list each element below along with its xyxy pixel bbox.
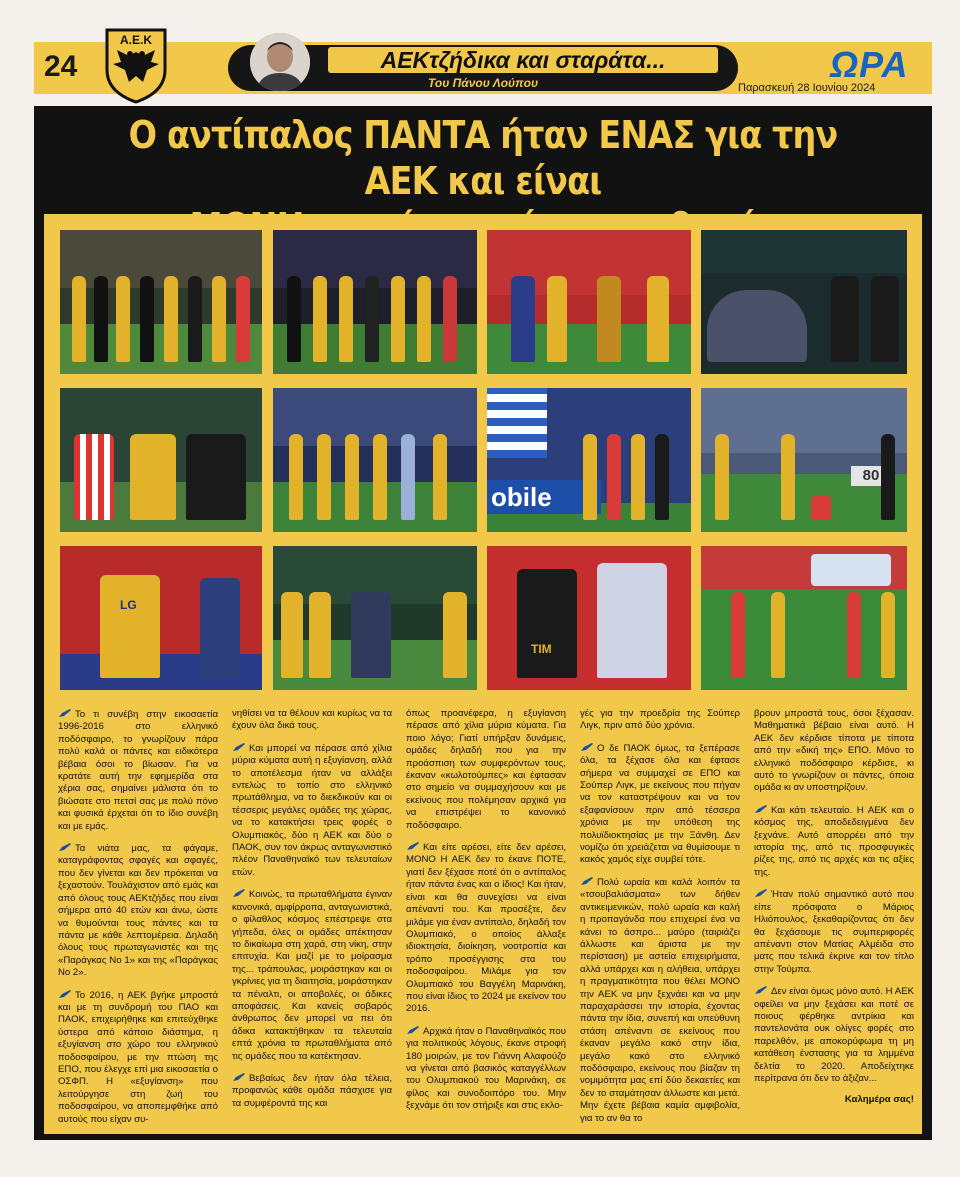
issue-date: Παρασκευή 28 Ιουνίου 2024 — [738, 82, 876, 94]
match-photo-8 — [701, 388, 907, 532]
author-avatar — [250, 33, 310, 91]
newspaper-brand: ΩΡΑ — [830, 44, 909, 85]
match-photo-4 — [701, 230, 907, 374]
photo-shirt-sponsor: LG — [120, 598, 137, 612]
article-body — [58, 708, 914, 1128]
column-title: ΑΕΚτζήδικα και σταράτα... — [328, 47, 718, 73]
article-column-5 — [754, 708, 914, 1116]
pen-icon — [232, 1072, 246, 1082]
match-photo-5 — [60, 388, 262, 532]
headline-line-1: Ο αντίπαλος ΠΑΝΤΑ ήταν ΕΝΑΣ για την ΑΕΚ και είναι — [128, 113, 838, 203]
article-column-4 — [580, 708, 740, 1134]
photo-ad-banner — [811, 554, 891, 586]
photo-sponsor-tim: TIM — [531, 642, 552, 656]
match-photo-11 — [487, 546, 691, 690]
match-photo-9 — [60, 546, 262, 690]
pen-icon — [232, 742, 246, 752]
paragraph: Αρχικά ήταν ο Παναθηναϊκός που για πολιτικούς λόγους, έκανε στροφή 180 μοιρών, με τον Γιάννη Αλαφούζο να γίνεται από βασικός καταγγέλλων του Ολυμπιακού του Μαρινάκη, σε φίλος και συνοδοιπόρο του. Μην ξεχνάμε ότι τον στήριξε και στις εκλο- — [406, 1025, 566, 1112]
pen-icon — [58, 989, 72, 999]
paragraph: Δεν είναι όμως μόνο αυτό. Η ΑΕΚ οφείλει να μην ξεχάσει και ποτέ σε ποιους φέρθηκε αντρίκια και παντελονάτα ουκ ολίγες φορές στο παρελθόν, με αποκορύφωμα τη μη κατάθεση ένστασης για τα λημμένα δελτία το 2020. Αποδείχτηκε περίτρανα ότι δεν το άξιζαν... — [754, 986, 914, 1084]
paragraph: Το 2016, η ΑΕΚ βγήκε μπροστά και με τη συνδρομή του ΠΑΟ και ΠΑΟΚ, επιχειρήθηκε και επιτεύχθηκε ύστερα από κάποιο διάστημα, η εξυγίανση στο χώρο του ελληνικού ποδοσφαίρου, με την πτώση της ΕΠΟ, που έλεγχε επί μια εικοσαετία ο ΟΣΦΠ. Η «εξυγίανση» που λειτούργησε στη ζωή του ποδοσφαίρου, να αποπεμφθήκε από αυτούς που είχαν συ- — [58, 989, 218, 1125]
match-photo-2 — [273, 230, 477, 374]
paragraph: Και κάτι τελευταίο. Η ΑΕΚ και ο κόσμος της, αποδεδειγμένα δεν ξεχνάνε. Αυτό απορρέει από την ιστορία της, από τις προσφυγικές ρίζες της, από τις αρχές και τις αξίες της. — [754, 804, 914, 878]
paragraph: Και είτε αρέσει, είτε δεν αρέσει, ΜΟΝΟ Η ΑΕΚ δεν το έκανε ΠΟΤΕ, γιατί δεν ξέχασε ποτέ ότι ο αντίπαλος ήταν πάντα ένας και ο ίδιος! Και ήταν, είναι και θα συνεχίσει να είναι απέναντί του. Και προσέξτε, δεν μιλάμε για έναν αντίπαλο, δηλαδή τον Ολυμπιακό, ο οποίος άλλαξε ιδιοκτησία, διοίκηση, νοοτροπία και τρόπο προσέγγισης στα του ποδοσφαίρου. Μιλάμε για τον Ολυμπιακό του Βαγγέλη Μαρινάκη, που είναι ίδιος το 2024 με εκείνον του 2016. — [406, 842, 566, 1015]
column-author: Του Πάνου Λούπου — [428, 76, 539, 90]
paragraph: Τα νιάτα μας, τα φάγαμε, καταγράφοντας σφαγές και σφαγές, που δεν γίνεται και δεν πρόκειται να ξεχαστούν. Τουλάχιστον από εμάς και από όλους τους ΑΕΚτζήδες που είναι σήμερα από 40 ετών και άνω, ώστε να θυμούνται τους πάντες και τα πάντα με κάθε λεπτομέρεια. Δηλαδή όλους τους πρωταγωνιστές και της «Παράγκας Νο 1» και της «Παράγκας Νο 2». — [58, 843, 218, 979]
pen-icon — [406, 1025, 420, 1035]
pen-icon — [580, 742, 594, 752]
photo-board-number: 80 — [851, 466, 891, 486]
paragraph: όπως προανέφερα, η εξυγίανση πέρασε από χίλια μύρια κύματα. Για ποιο λόγο; Γιατί υπήρξαν δυνάμεις, ομάδες δηλαδή που για την προάσπιση των συμφερόντων τους, έκαναν «κωλοτούμπες» και έφτασαν στο σημείο να συμμαχήσουν και με εκείνους που πολέμησαν αρχικά για να επιστρέψει το κανονικό ποδόσφαιρο. — [406, 708, 566, 831]
paragraph: Ήταν πολύ σημαντικό αυτό που είπε πρόσφατα ο Μάριος Ηλιόπουλος, ξεκαθαρίζοντας ότι δεν θα ξεχάσουμε τις συμπεριφορές απέναντι στον Ματίας Αλμέιδα στο ματς που τελικά έκρινε και τον τίτλο στην Τούμπα. — [754, 889, 914, 975]
pen-icon — [406, 841, 420, 851]
match-photo-12 — [701, 546, 907, 690]
pen-icon — [58, 708, 72, 718]
paragraph: βρουν μπροστά τους, όσοι ξέχασαν. Μαθηματικά βέβαιο είναι αυτό. Η ΑΕΚ δεν κέρδισε τίποτα με τίποτα από την «δική της» ΕΠΟ. Μόνο το ελληνικό ποδόσφαιρο κέρδισε, κι αυτό το γνωρίζουν οι πάντες, όποια ομάδα κι αν υποστηρίζουν. — [754, 708, 914, 794]
article-column-3 — [406, 708, 566, 1122]
paragraph: Πολύ ωραία και καλά λοιπόν τα «τσουβαλιάσματα» των δήθεν αντικειμενικών, πολύ ωραία και καλή η προπαγάνδα που επιχειρεί ένα να κάνει το άσπρο... μαύρο (ταιριάζει άλλωστε και άριστα με την περίσταση) με αστεία επιχειρήματα, αλλά υπάρχει και η αλήθεια, υπάρχει η πραγματικότητα που θέλει ΜΟΝΟ την ΑΕΚ να μην ξεχνάει και να μην παραχαράσσει την ιστορία, έχοντας πάντα την ίδια, συνεπή και υπεύθυνη στάση απέναντι σε εκείνους που έκαναν μεγάλο κακό στην ίδια, μεγάλο κακό στο ελληνικό ποδόσφαιρο, εκείνους που βίαζαν τη νομιμότητα μας επί δύο δεκαετίες και δεν το σταμάτησαν άλλωστε και μετά. Μην έχετε βέβαια καμία αμφιβολία, για το αν θα το — [580, 876, 740, 1124]
match-photo-3 — [487, 230, 691, 374]
match-photo-10 — [273, 546, 477, 690]
paragraph: γές για την προεδρία της Σούπερ Λιγκ, πριν από δύο χρόνια. — [580, 708, 740, 732]
svg-text:Α.Ε.Κ: Α.Ε.Κ — [119, 33, 153, 47]
match-photo-1 — [60, 230, 262, 374]
pen-icon — [754, 888, 768, 898]
paragraph: Και μπορεί να πέρασε από χίλια μύρια κύματα αυτή η εξυγίανση, αλλά το αποτέλεσμα ήταν να αλλάξει εντελώς το τοπίο στο ελληνικό πρωτάθλημα, να το διεκδικούν και οι τέσσερις μεγάλες ομάδες της χώρας, να το κατακτήσει τρεις φορές ο Ολυμπιακός, δύο η ΑΕΚ και δύο ο ΠΑΟΚ, συν τον άκρως ανταγωνιστικό πλέον Παναθηναϊκό των τελευταίων ετών. — [232, 742, 392, 878]
column-banner — [228, 45, 738, 91]
article-column-1 — [58, 708, 218, 1135]
pen-icon — [754, 804, 768, 814]
pen-icon — [754, 985, 768, 995]
aek-crest-logo — [103, 26, 169, 104]
paragraph: Το τι συνέβη στην εικοσαετία 1996-2016 στο ελληνικό ποδόσφαιρο, το γνωρίζουν πάρα πολύ καλά οι πάντες και ειδικότερα βέβαια όσοι το βίωσαν. Για να κρατάτε αυτή την εφημερίδα στα χέρια σας, σημαίνει μάλιστα ότι το βιώσατε στο πετσί σας με πολύ πόνο και φυσικά έρχεται ότι το ίδιο συνέβη και με εμάς. — [58, 709, 218, 832]
paragraph: Βεβαίως δεν ήταν όλα τέλεια, προφανώς κάθε ομάδα πάσχισε για τα συμφέροντά της και — [232, 1072, 392, 1109]
article-column-2 — [232, 708, 392, 1119]
pen-icon — [58, 842, 72, 852]
signoff: Καλημέρα σας! — [844, 1094, 914, 1106]
paragraph: νηθίσει να τα θέλουν και κυρίως να τα έχουν όλα δικά τους. — [232, 708, 392, 732]
page-number: 24 — [44, 50, 78, 83]
match-photo-6 — [273, 388, 477, 532]
paragraph: Κοινώς, τα πρωταθλήματα έγιναν κανονικά, αμφίρροπα, ανταγωνιστικά, ο φίλαθλος κόσμος επέστρεψε στα γήπεδα, όλες οι ομάδες απέκτησαν το δικαίωμα στη χαρά, στη νίκη, στην επιτυχία. Και μαζί με το μοίρασμα της... τράπουλας, μοιράστηκαν και οι γκρίνιες για τη διαιτησία, μοιράστηκαν τα πέναλτι, οι αποβολές, οι άδικες αποφάσεις. Και κανείς σοβαρός άνθρωπος δεν μπορεί να πει ότι άδικα κατακτήθηκαν τα τελευταία επτά χρόνια τα πρωταθλήματα από τις ομάδες που τα κατέκτησαν. — [232, 889, 392, 1062]
paragraph: Ο δε ΠΑΟΚ όμως, τα ξεπέρασε όλα, τα ξέχασε όλα και έφτασε σήμερα να συμμαχεί σε ΕΠΟ και Σούπερ Λιγκ, με εκείνους που πήγαν να τον καταστρέψουν και να τον εξαφανίσουν πριν από τέσσερα χρόνια με την υπόθεση της πολυϊδιοκτησίας με την Ξάνθη. Δεν νομίζω ότι χρειάζεται να θυμίσουμε τι κακός χαμός είχε συμβεί τότε. — [580, 742, 740, 866]
pen-icon — [232, 888, 246, 898]
pen-icon — [580, 876, 594, 886]
photo-ad-board: obile — [487, 480, 601, 514]
match-photo-7 — [487, 388, 691, 532]
